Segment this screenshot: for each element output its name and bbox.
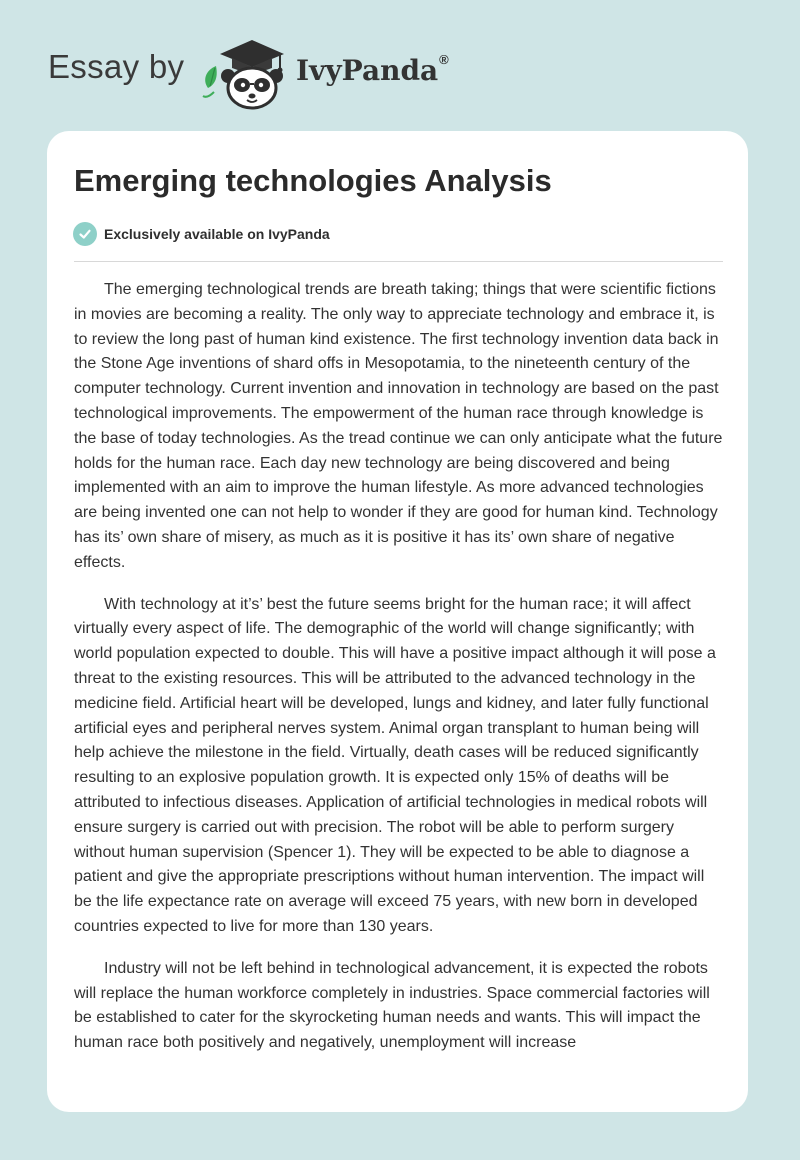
paragraph: With technology at it’s’ best the future seems bright for the human race; it will affect virtually every aspect of life. The demographic of the world will change significantly; with world population expected to double. This will have a positive impact although it will pose a threat to the existing resources. This will be attributed to the advanced technology in the medicine field. Artificial heart will be developed, lungs and kidney, and later fully functional artificial eyes and peripheral nerves system. Animal organ transplant to human being will help achieve the milestone in the field. Virtually, death cases will be reduced significantly resulting to an explosive population growth. It is expected only 15% of deaths will be attributed to infectious diseases. Application of artificial technologies in medical robots will ensure surgery is carried out with precision. The robot will be able to perform surgery without human supervision (Spencer 1). They will be expected to be able to diagnose a patient and give the appropriate prescriptions without human intervention. The impact will be the life expectance rate on average will exceed 75 years, with new born in developed countries expected to live for more than 130 years. — [74, 595, 716, 935]
essay-body — [74, 278, 723, 1073]
paragraph: Industry will not be left behind in technological advancement, it is expected the robots will replace the human workforce completely in industries. Space commercial factories will be established to cater for the skyrocketing human needs and wants. This will impact the human race both positively and negatively, unemployment will increase — [74, 959, 710, 1052]
leaf-icon — [203, 66, 217, 97]
divider — [74, 261, 723, 262]
panda-logo-icon[interactable] — [200, 36, 290, 110]
essay-title: Emerging technologies Analysis — [74, 163, 552, 198]
essay-card — [47, 131, 748, 1112]
essay-by-label: Essay by — [48, 48, 185, 85]
exclusive-badge — [73, 222, 330, 246]
exclusive-label: Exclusively available on IvyPanda — [104, 226, 330, 242]
brand-name[interactable]: IvyPanda® — [296, 52, 449, 87]
paragraph: The emerging technological trends are breath taking; things that were scientific fictions in movies are becoming a reality. The only way to appreciate technology and embrace it, is to review the long past of human kind existence. The first technology invention data back in the Stone Age inventions of shard offs in Mesopotamia, to the nineteenth century of the computer technology. Current invention and innovation in technology are based on the past technological improvements. The empowerment of the human race through knowledge is the base of today technologies. As the tread continue we can only anticipate what the future holds for the human race. Each day new technology are being discovered and being implemented with an aim to improve the human lifestyle. As more advanced technologies are being invented one can not help to wonder if they are good for human kind. Technology has its’ own share of misery, as much as it is positive it has its’ own share of negative effects. — [74, 281, 723, 571]
check-circle-icon — [73, 222, 97, 246]
site-header — [0, 0, 800, 130]
registered-mark: ® — [439, 52, 449, 67]
